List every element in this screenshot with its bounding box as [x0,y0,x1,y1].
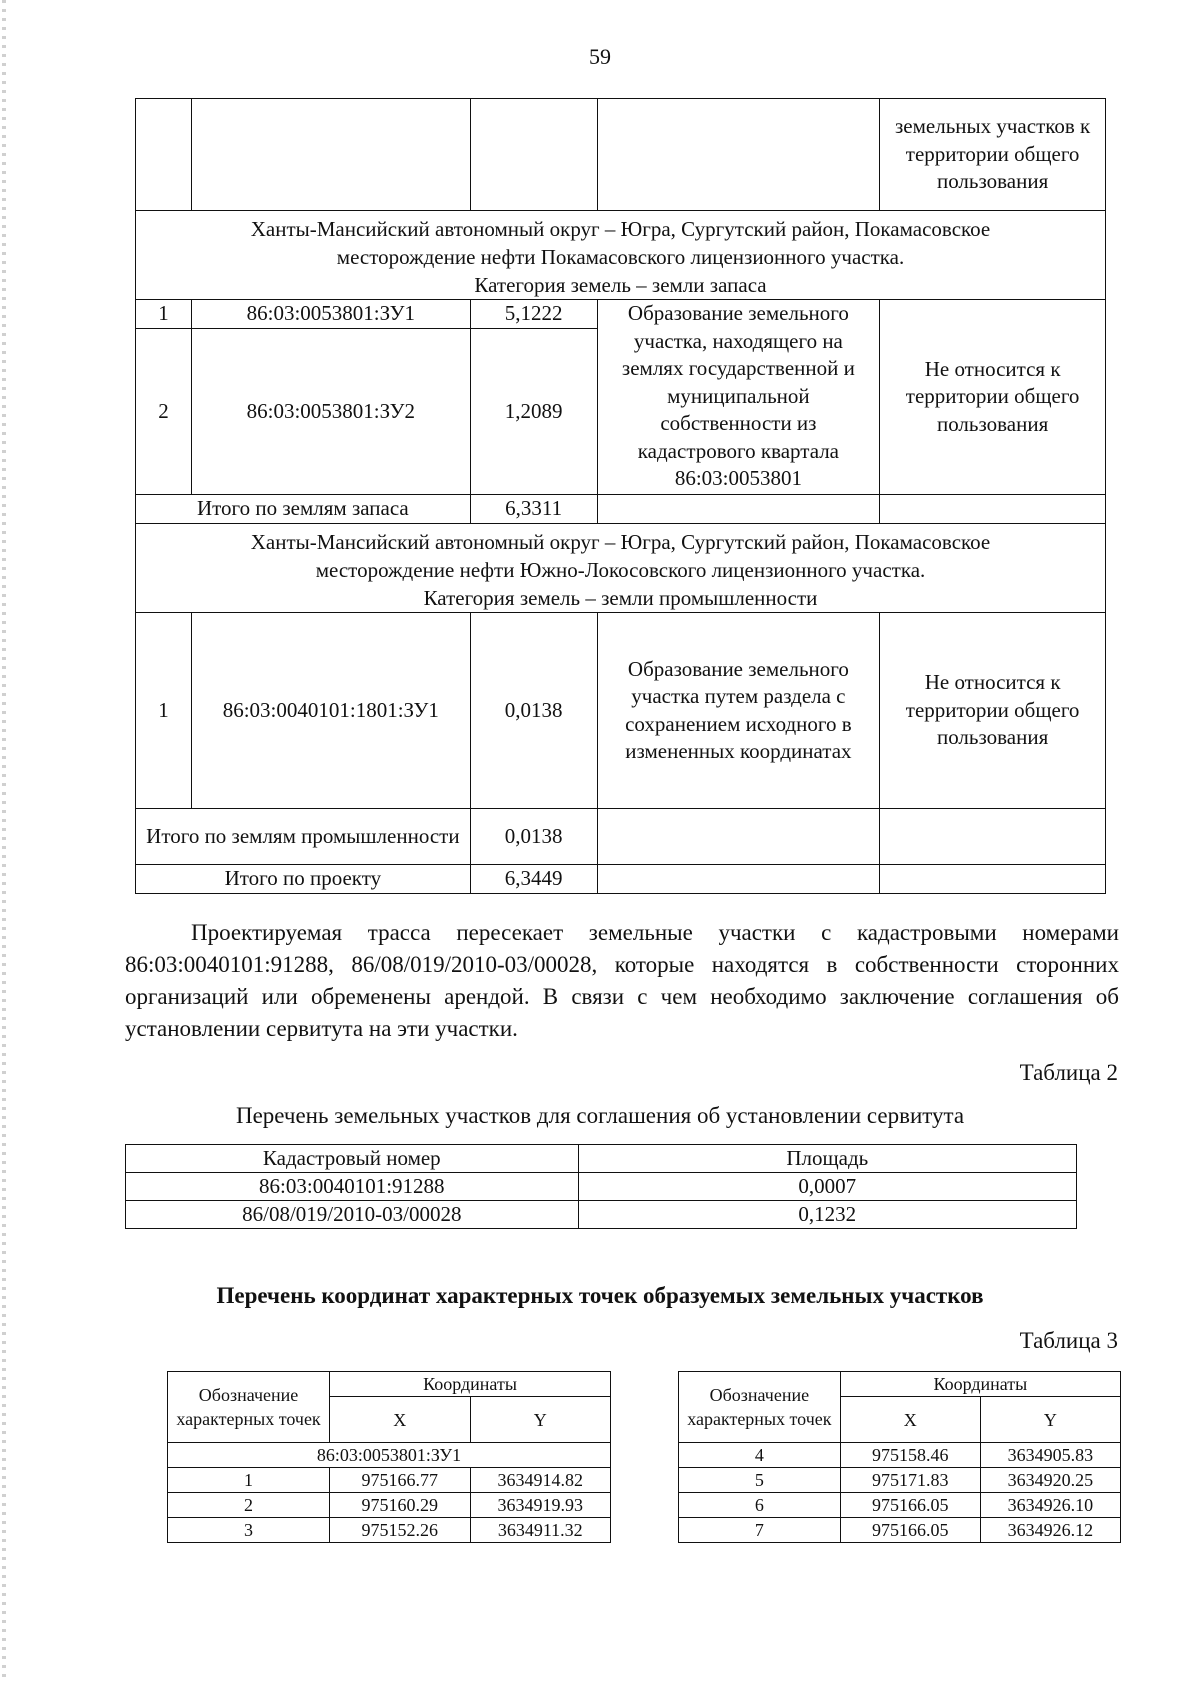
header-x: X [330,1397,470,1443]
parcel-row [168,1443,611,1468]
cadastral-number: 86:03:0040101:1801:ЗУ1 [191,613,470,809]
y-value: 3634905.83 [980,1443,1120,1468]
header-coordinates: Координаты [330,1372,611,1397]
servitude-table [125,1144,1077,1229]
total-area: 0,0138 [470,809,597,865]
land-parcels-table [135,98,1106,894]
project-total-area: 6,3449 [470,865,597,894]
y-value: 3634919.93 [470,1493,610,1518]
total-row [136,809,1106,865]
section2-heading: Ханты-Мансийский автономный округ – Югра, Сургутский район, Покамасовское месторождение нефти Южно-Локосовского лицензионного участка. Категория земель – земли промышленности [136,524,1106,613]
cadastral-number: 86/08/019/2010-03/00028 [126,1201,579,1229]
section-heading-row [136,211,1106,300]
coordinates-title: Перечень координат характерных точек образуемых земельных участков [216,1283,984,1308]
total-label: Итого по землям промышленности [136,809,471,865]
coordinates-table-left [167,1371,611,1543]
table-row [679,1518,1121,1543]
page-number: 59 [589,44,611,69]
table-row [679,1443,1121,1468]
table-row [679,1468,1121,1493]
area-value: 1,2089 [470,329,597,495]
header-y: Y [470,1397,610,1443]
header-point: Обозначение характерных точек [168,1372,330,1443]
table-row [168,1468,611,1493]
section-heading-row [136,524,1106,613]
coordinates-table-right [678,1371,1121,1543]
cadastral-number: 86:03:0040101:91288 [126,1173,579,1201]
table-row [168,1493,611,1518]
area-value: 5,1222 [470,300,597,329]
x-value: 975166.05 [840,1493,980,1518]
x-value: 975158.46 [840,1443,980,1468]
y-value: 3634911.32 [470,1518,610,1543]
table3-label: Таблица 3 [1019,1328,1118,1353]
y-value: 3634920.25 [980,1468,1120,1493]
total-area: 6,3311 [470,495,597,524]
x-value: 975152.26 [330,1518,470,1543]
section1-heading: Ханты-Мансийский автономный округ – Югра, Сургутский район, Покамасовское месторождение нефти Покамасовского лицензионного участка. Категория земель – земли запаса [136,211,1106,300]
table-row [136,613,1106,809]
table-row [126,1173,1077,1201]
formation-method: Образование земельного участка путем раздела с сохранением исходного в измененных координатах [597,613,880,809]
y-value: 3634926.10 [980,1493,1120,1518]
cadastral-number: 86:03:0053801:ЗУ1 [191,300,470,329]
area-value: 0,1232 [578,1201,1076,1229]
total-row [136,495,1106,524]
table-header-row [168,1372,611,1397]
row-number: 1 [136,613,192,809]
territory-relation: Не относится к территории общего пользования [880,613,1106,809]
point-id: 4 [679,1443,841,1468]
table-row [136,99,1106,211]
point-id: 5 [679,1468,841,1493]
project-total-label: Итого по проекту [136,865,471,894]
table-header-row [126,1145,1077,1173]
row-number: 1 [136,300,192,329]
territory-relation: Не относится к территории общего пользования [880,300,1106,495]
body-paragraph: Проектируемая трасса пересекает земельные участки с кадастровыми номерами 86:03:0040101:91288, 86/08/019/2010-03/00028, которые находятся в собственности сторонних организаций или обременены арендой. В связи с чем необходимо заключение соглашения об установлении сервитута на эти участки. [125,920,1119,1041]
table2-label: Таблица 2 [1019,1060,1118,1085]
header-coordinates: Координаты [840,1372,1120,1397]
point-id: 3 [168,1518,330,1543]
table-row [126,1201,1077,1229]
row-number: 2 [136,329,192,495]
x-value: 975171.83 [840,1468,980,1493]
table-row [679,1493,1121,1518]
point-id: 1 [168,1468,330,1493]
x-value: 975166.77 [330,1468,470,1493]
table-row [168,1518,611,1543]
scan-edge [2,0,6,1683]
point-id: 6 [679,1493,841,1518]
cadastral-number: 86:03:0053801:ЗУ2 [191,329,470,495]
point-id: 7 [679,1518,841,1543]
header-y: Y [980,1397,1120,1443]
header-area: Площадь [578,1145,1076,1173]
header-point: Обозначение характерных точек [679,1372,841,1443]
point-id: 2 [168,1493,330,1518]
total-label: Итого по землям запаса [136,495,471,524]
y-value: 3634914.82 [470,1468,610,1493]
continuation-text: земельных участков к территории общего пользования [880,99,1106,211]
formation-method: Образование земельного участка, находящего на землях государственной и муниципальной собственности из кадастрового квартала 86:03:0053801 [597,300,880,495]
area-value: 0,0007 [578,1173,1076,1201]
x-value: 975160.29 [330,1493,470,1518]
table2-title: Перечень земельных участков для соглашения об установлении сервитута [235,1103,965,1128]
table-row [136,300,1106,329]
header-x: X [840,1397,980,1443]
area-value: 0,0138 [470,613,597,809]
table-header-row [679,1372,1121,1397]
x-value: 975166.05 [840,1518,980,1543]
parcel-number: 86:03:0053801:ЗУ1 [168,1443,611,1468]
project-total-row [136,865,1106,894]
header-cadastral: Кадастровый номер [126,1145,579,1173]
y-value: 3634926.12 [980,1518,1120,1543]
